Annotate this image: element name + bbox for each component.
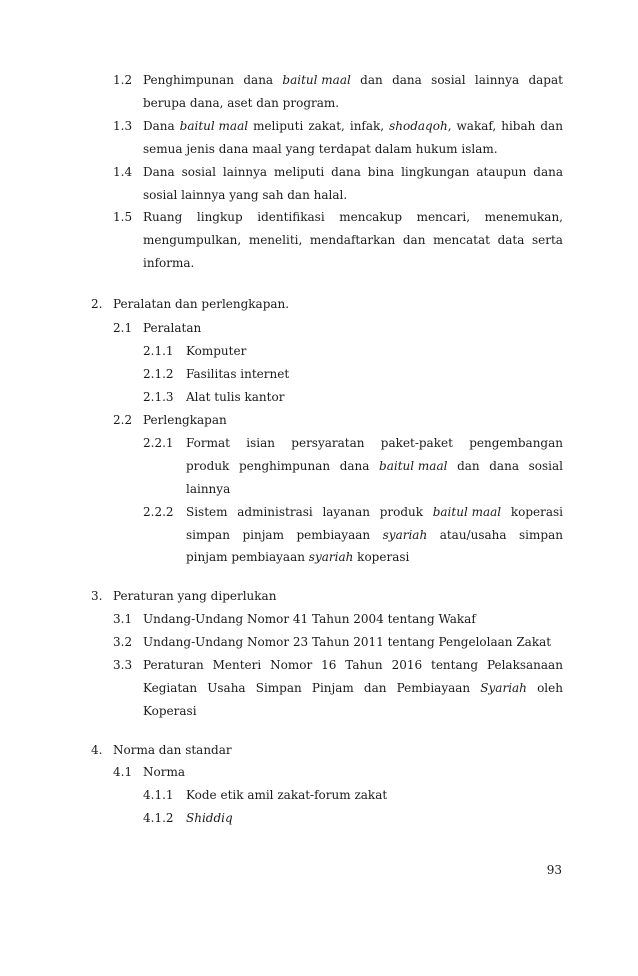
item-text: informa. xyxy=(143,256,195,270)
subitem-text: pinjam pembiayaan syariah koperasi xyxy=(186,550,410,564)
item-number: 4.1 xyxy=(113,765,133,779)
item-text: Ruang lingkup identifikasi mencakup mencari, menemukan, xyxy=(143,210,563,224)
item-text: mengumpulkan, meneliti, mendaftarkan dan mencatat data serta xyxy=(143,233,563,247)
item-text: Koperasi xyxy=(143,704,197,718)
subitem-number: 2.1.2 xyxy=(143,367,174,381)
subitem-number: 4.1.1 xyxy=(143,788,174,802)
item-number: 1.4 xyxy=(113,165,133,179)
subitem-text: Kode etik amil zakat-forum zakat xyxy=(186,788,388,802)
item-number: 1.2 xyxy=(113,73,133,87)
item-text: Undang-Undang Nomor 41 Tahun 2004 tentang Wakaf xyxy=(143,612,476,626)
subitem-text: lainnya xyxy=(186,482,231,496)
item-text: Kegiatan Usaha Simpan Pinjam dan Pembiayaan Syariah oleh xyxy=(143,681,563,695)
item-text: Peralatan xyxy=(143,321,202,335)
subitem-text: simpan pinjam pembiayaan syariah atau/usaha simpan xyxy=(186,528,563,542)
item-number: 3.2 xyxy=(113,635,133,649)
item-number: 1.3 xyxy=(113,119,133,133)
item-number: 2.1 xyxy=(113,321,133,335)
item-text: Penghimpunan dana baitul maal dan dana sosial lainnya dapat xyxy=(143,73,563,87)
section-heading: Peralatan dan perlengkapan. xyxy=(113,297,290,311)
item-text: Norma xyxy=(143,765,185,779)
page-number: 93 xyxy=(546,863,562,877)
subitem-text: Shiddiq xyxy=(186,811,233,825)
subitem-number: 2.2.1 xyxy=(143,436,174,450)
subitem-number: 2.1.3 xyxy=(143,390,174,404)
item-text: sosial lainnya yang sah dan halal. xyxy=(143,188,348,202)
item-number: 3.3 xyxy=(113,658,133,672)
subitem-text: Format isian persyaratan paket-paket pengembangan xyxy=(186,436,563,450)
section-heading: Norma dan standar xyxy=(113,743,232,757)
section-number: 3. xyxy=(91,589,103,603)
section-heading: Peraturan yang diperlukan xyxy=(113,589,277,603)
item-text: Peraturan Menteri Nomor 16 Tahun 2016 tentang Pelaksanaan xyxy=(143,658,563,672)
item-text: Perlengkapan xyxy=(143,413,227,427)
item-text: semua jenis dana maal yang terdapat dalam hukum islam. xyxy=(143,142,498,156)
section-number: 2. xyxy=(91,297,103,311)
subitem-text: Fasilitas internet xyxy=(186,367,290,381)
subitem-text: Alat tulis kantor xyxy=(186,390,285,404)
item-text: Undang-Undang Nomor 23 Tahun 2011 tentang Pengelolaan Zakat xyxy=(143,635,552,649)
item-text: berupa dana, aset dan program. xyxy=(143,96,340,110)
section-number: 4. xyxy=(91,743,103,757)
item-text: Dana sosial lainnya meliputi dana bina lingkungan ataupun dana xyxy=(143,165,563,179)
subitem-number: 2.1.1 xyxy=(143,344,174,358)
item-number: 2.2 xyxy=(113,413,133,427)
item-text: Dana baitul maal meliputi zakat, infak, shodaqoh, wakaf, hibah dan xyxy=(143,119,563,133)
item-number: 1.5 xyxy=(113,210,133,224)
subitem-text: Komputer xyxy=(186,344,247,358)
subitem-text: produk penghimpunan dana baitul maal dan dana sosial xyxy=(186,459,563,473)
subitem-text: Sistem administrasi layanan produk baitul maal koperasi xyxy=(186,505,563,519)
item-number: 3.1 xyxy=(113,612,133,626)
subitem-number: 2.2.2 xyxy=(143,505,174,519)
subitem-number: 4.1.2 xyxy=(143,811,174,825)
